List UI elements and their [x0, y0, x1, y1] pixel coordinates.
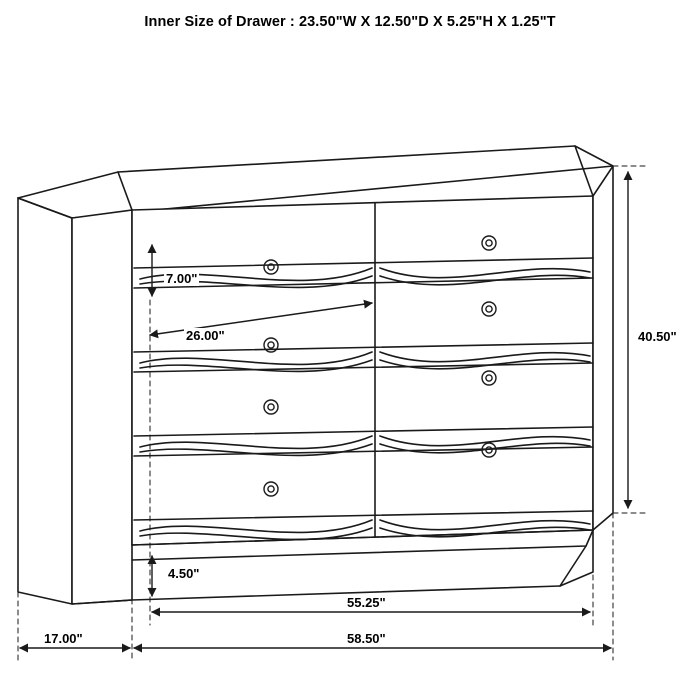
dimension-leg-height: 4.50"	[168, 566, 200, 581]
dimension-drawer-width: 26.00"	[186, 328, 225, 343]
dimension-overall-width: 58.50"	[347, 631, 386, 646]
dimension-depth: 17.00"	[44, 631, 83, 646]
dimension-case-width: 55.25"	[347, 595, 386, 610]
dimension-drawer-height: 7.00"	[166, 271, 198, 286]
dimension-overall-height: 40.50"	[638, 329, 677, 344]
page-title: Inner Size of Drawer : 23.50"W X 12.50"D X 5.25"H X 1.25"T	[144, 14, 556, 30]
